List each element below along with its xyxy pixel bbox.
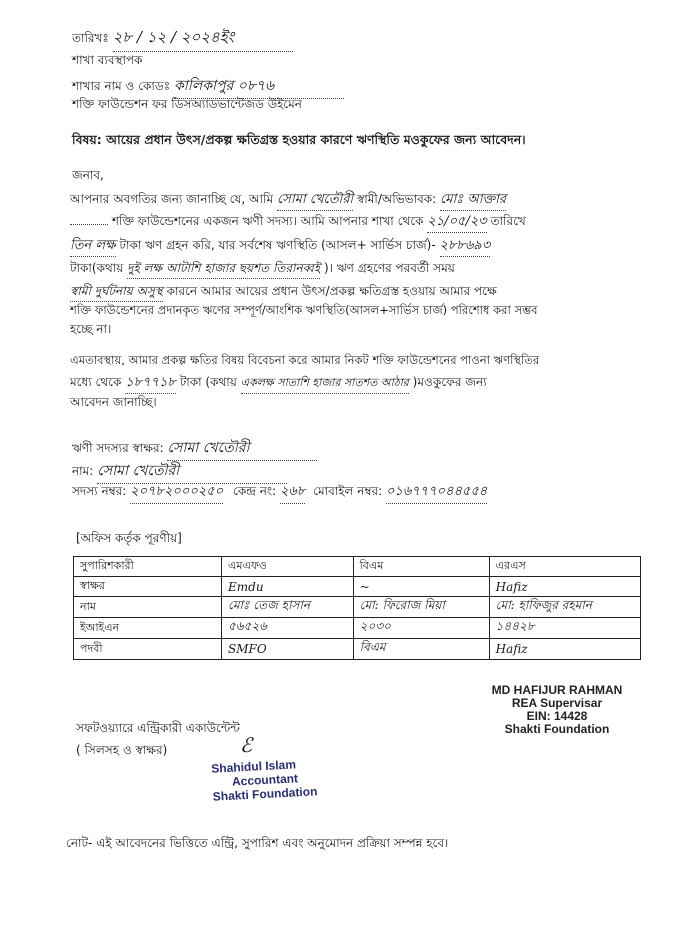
table-header-cell: সুপারিশকারী (74, 557, 222, 577)
accountant-signature: ℰ (240, 733, 253, 757)
subject-line: বিষয়: আয়ের প্রধান উৎস/প্রকল্প ক্ষতিগ্রস্ত হওয়ার কারণে ঋণস্থিতি মওকুফের জন্য আবেদন। (72, 132, 526, 147)
branch-label: শাখার নাম ও কোডঃ (72, 79, 171, 93)
table-cell: ৫৬৫২৬ (222, 618, 354, 639)
table-row (74, 557, 641, 577)
table-cell: ২০৩০ (353, 618, 489, 639)
body-line-3: তিন লক্ষ টাকা ঋণ গ্রহন করি, যার সর্বশেষ ঋণস্থিতি (আসল+ সার্ভিস চার্জ)- ২৮৮৬৯৩ (70, 235, 630, 257)
table-header-cell: বিএম (353, 557, 489, 577)
body-line-9: মধ্যে থেকে ১৮৭৭১৮ টাকা (কথায় একলক্ষ সাতাশি হাজার সাতশত আঠার )মওকুফের জন্য (70, 372, 630, 394)
recipient-line: শাখা ব্যবস্থাপক (72, 53, 143, 67)
body-line-8: এমতাবস্থায়, আমার প্রকল্প ক্ষতির বিষয় বিবেচনা করে আমার নিকট শক্তি ফাউন্ডেশনের পাওনা ঋণস্থিতির (70, 353, 540, 367)
table-row-label: স্বাক্ষর (74, 577, 222, 597)
table-row (74, 618, 641, 639)
date-value: ২৮ / ১২ / ২০২৪ইং (113, 26, 293, 52)
table-cell: SMFO (222, 639, 354, 660)
table-row-label: নাম (74, 597, 222, 618)
table-cell: Hafiz (489, 639, 640, 660)
date-row (72, 26, 293, 52)
member-ids-row: সদস্য নম্বর: ২০৭৮২০০০২৫০ কেন্দ্র নং: ২৬৮ মোবাইল নম্বর: ০১৬৭৭৭০৪৪৫৫৪ (72, 482, 487, 504)
table-cell: ~ (353, 577, 489, 597)
office-heading: [অফিস কর্তৃক পূরণীয়] (76, 531, 182, 545)
reason-handwritten: স্বামী দুর্ঘটনায় অসুস্থ (70, 281, 163, 302)
table-row (74, 577, 641, 597)
accountant-seal-label: ( সিলসহ ও স্বাক্ষর) (76, 743, 168, 757)
member-name-value: সোমা খেতৌরী (97, 459, 287, 484)
mobile-number-value: ০১৬৭৭৭০৪৪৫৫৪ (386, 482, 487, 504)
branch-value: কালিকাপুর ০৮৭৬ (174, 74, 344, 99)
table-row-label: ইআইএন (74, 618, 222, 639)
table-header-cell: এমএফও (222, 557, 354, 577)
waive-words-handwritten: একলক্ষ সাতাশি হাজার সাতশত আঠার (241, 373, 409, 394)
body-line-1: আপনার অবগতির জন্য জানাচ্ছি যে, আমি সোমা খেতৌরী স্বামী/অভিভাবক: মোঃ আক্তার (70, 189, 630, 211)
balance-words-handwritten: দুই লক্ষ আটাশি হাজার ছয়শত তিরানব্বই (127, 258, 320, 279)
body-line-4: টাকা(কথায় দুই লক্ষ আটাশি হাজার ছয়শত তিরানব্বই )। ঋণ গ্রহণের পরবর্তী সময় (70, 258, 630, 279)
table-cell: ১৪৪২৮ (489, 618, 640, 639)
body-line-10: আবেদন জানাচ্ছি। (70, 395, 157, 409)
member-signature: সোমা খেতৌরী (167, 436, 317, 461)
table-row (74, 639, 641, 660)
member-name-row: নাম: সোমা খেতৌরী (72, 459, 287, 484)
table-cell: মো: হাফিজুর রহমান (489, 597, 640, 618)
body-line-6: শক্তি ফাউন্ডেশনের প্রদানকৃত ঋণের সম্পূর্ণ/আংশিক ঋণস্থিতি(আসল+সার্ভিস চার্জ) পরিশোধ করা সম্ভব (70, 303, 538, 317)
member-name-handwritten: সোমা খেতৌরী (277, 190, 353, 211)
footer-note: নোট- এই আবেদনের ভিত্তিতে এন্ট্রি, সুপারিশ এবং অনুমোদন প্রক্রিয়া সম্পন্ন হবে। (66, 836, 449, 850)
table-row (74, 597, 641, 618)
loan-date-handwritten: ২১/০৫/২৩ (427, 212, 486, 233)
date-label: তারিখঃ (72, 31, 109, 45)
salutation: জনাব, (72, 168, 104, 182)
office-table (73, 556, 641, 660)
table-cell: Emdu (222, 577, 354, 597)
table-header-cell: এরএস (489, 557, 640, 577)
accountant-label: সফটওয়্যারে এন্ট্রিকারী একাউন্টেন্ট (76, 721, 240, 735)
body-line-2: শক্তি ফাউন্ডেশনের একজন ঋণী সদস্য। আমি আপনার শাখা থেকে ২১/০৫/২৩ তারিখে (70, 211, 630, 233)
table-cell: মোঃ তেজ হাসান (222, 597, 354, 618)
supervisor-stamp: MD HAFIJUR RAHMAN REA Supervisar EIN: 14428 Shakti Foundation (491, 683, 623, 736)
table-row-label: পদবী (74, 639, 222, 660)
center-number-value: ২৬৮ (280, 482, 305, 504)
body-line-7: হচ্ছে না। (70, 322, 112, 336)
organization-line: শক্তি ফাউন্ডেশন ফর ডিসঅ্যাডভান্টেজড উইমেন (72, 97, 302, 111)
loan-amount-handwritten: তিন লক্ষ (70, 236, 116, 257)
member-signature-row: ঋণী সদস্যর স্বাক্ষর: সোমা খেতৌরী (72, 436, 317, 461)
waive-amount-handwritten: ১৮৭৭১৮ (125, 373, 176, 394)
balance-handwritten: ২৮৮৬৯৩ (440, 236, 491, 257)
table-cell: মো: ফিরোজ মিয়া (353, 597, 489, 618)
body-line-5: স্বামী দুর্ঘটনায় অসুস্থ কারনে আমার আয়ের প্রধান উৎস/প্রকল্প ক্ষতিগ্রস্ত হওয়ায় আমার পক্ষে (70, 281, 630, 302)
accountant-stamp: Shahidul Islam Accountant Shakti Foundation (210, 757, 318, 804)
table-cell: Hafiz (489, 577, 640, 597)
member-number-value: ২০৭৮২০০০২৫০ (130, 482, 223, 504)
table-cell: বিএম (353, 639, 489, 660)
guardian-handwritten: মোঃ আক্তার (440, 190, 506, 211)
